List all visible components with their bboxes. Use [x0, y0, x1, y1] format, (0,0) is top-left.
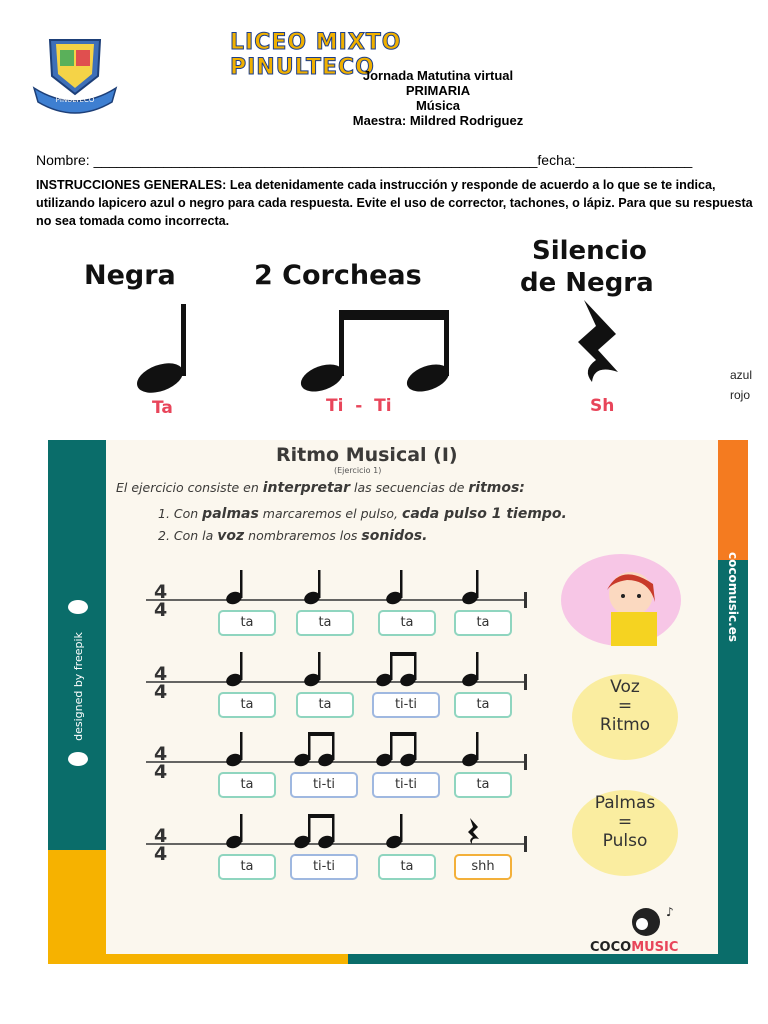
syllable-sh: Sh	[590, 396, 615, 416]
bubble1-mid: =	[617, 696, 633, 716]
note-stem	[240, 732, 243, 760]
note-stem	[476, 652, 479, 680]
syllable-box: ta	[454, 610, 512, 636]
syllable-box: ta	[218, 692, 276, 718]
exercise-paper	[106, 440, 718, 954]
syllable-box: ti-ti	[372, 772, 440, 798]
header-block	[300, 68, 576, 128]
note-stem	[476, 732, 479, 760]
time-signature-bottom: 4	[154, 681, 168, 703]
note-figures-strip	[28, 236, 718, 420]
brand-b: MUSIC	[631, 940, 679, 955]
time-signature-top: 4	[154, 825, 168, 847]
freepik-credit: designed by freepik	[71, 632, 85, 741]
note-stem	[476, 570, 479, 598]
exercise-card	[48, 440, 748, 964]
school-crest-logo	[30, 36, 120, 116]
note-azul: azul	[730, 368, 753, 382]
syllable-box: ta	[454, 772, 512, 798]
figure-title-corcheas: 2 Corcheas	[254, 260, 422, 291]
time-signature-bottom: 4	[154, 761, 168, 783]
rhythm-rows	[106, 440, 536, 954]
figure-title-negra: Negra	[84, 260, 176, 291]
syllable-ta: Ta	[152, 398, 173, 418]
header-line-2: PRIMARIA	[405, 83, 471, 98]
note-stem	[308, 732, 311, 760]
note-stem	[390, 732, 393, 760]
bubble2-mid: =	[617, 812, 633, 832]
note-stem	[318, 652, 321, 680]
date-label: fecha:	[537, 152, 576, 168]
note-stem	[390, 652, 393, 680]
syllable-box: ta	[378, 610, 436, 636]
rule2-c: nombraremos los	[244, 528, 362, 543]
quarter-note-icon	[128, 302, 198, 394]
orange-tab	[714, 440, 748, 560]
time-signature-bottom: 4	[154, 843, 168, 865]
note-stem	[240, 570, 243, 598]
rule1-b: palmas	[202, 506, 259, 522]
bubble2-bottom: Pulso	[602, 831, 648, 851]
quarter-rest-icon	[572, 298, 628, 394]
intro-d: ritmos:	[468, 480, 525, 496]
syllable-box: ti-ti	[290, 772, 358, 798]
hole-bottom	[68, 752, 88, 766]
intro-b: interpretar	[262, 480, 351, 496]
rule1-a: 1. Con	[158, 506, 203, 521]
syllable-box: ta	[296, 610, 354, 636]
name-field[interactable]: _________________________________________________________	[93, 152, 538, 168]
rule1-d: cada pulso 1 tiempo.	[402, 506, 567, 522]
header-line-3: Música	[415, 98, 461, 113]
end-barline	[524, 754, 527, 770]
note-stem	[240, 652, 243, 680]
bubble2-top: Palmas	[594, 793, 656, 813]
note-stem	[400, 814, 403, 842]
site-label: cocomusic.es	[725, 552, 740, 642]
cocomusic-brand	[590, 940, 678, 955]
bubble1-top: Voz	[610, 677, 640, 697]
name-label: Nombre:	[36, 152, 90, 168]
syllable-box: ta	[218, 610, 276, 636]
instructions-label: INSTRUCCIONES GENERALES:	[36, 178, 227, 192]
note-stem	[318, 570, 321, 598]
bubble1-bottom: Ritmo	[599, 715, 651, 735]
note-stem	[308, 814, 311, 842]
rule2-d: sonidos.	[361, 528, 428, 544]
figure-title-silencio-2: de Negra	[520, 268, 654, 298]
note-stem	[400, 570, 403, 598]
time-signature-bottom: 4	[154, 599, 168, 621]
intro-c: las secuencias de	[350, 480, 469, 495]
syllable-box: ta	[218, 772, 276, 798]
syllable-box: ta	[218, 854, 276, 880]
time-signature-top: 4	[154, 663, 168, 685]
general-instructions	[36, 176, 756, 230]
intro-a: El ejercicio consiste en	[116, 480, 263, 495]
syllable-ti-ti: Ti - Ti	[326, 396, 392, 416]
rule1-c: marcaremos el pulso,	[258, 506, 403, 521]
hole-top	[68, 600, 88, 614]
note-stem	[332, 732, 335, 760]
syllable-box: ta	[378, 854, 436, 880]
instructions-text: Lea detenidamente cada instrucción y responde de acuerdo a lo que se te indica, utilizando lapicero azul o negro para cada respuesta. Evite el uso de corrector, tachones, o lápiz. Para que su respuesta no sea tomada como incorrecta.	[36, 178, 753, 228]
syllable-box: ti-ti	[372, 692, 440, 718]
bubble-voz-ritmo	[572, 674, 678, 760]
svg-text:♪: ♪	[666, 905, 674, 919]
name-date-row	[36, 152, 692, 168]
time-signature-top: 4	[154, 743, 168, 765]
svg-text:PINULTECO: PINULTECO	[55, 96, 95, 104]
quarter-rest	[468, 818, 479, 844]
note-rojo: rojo	[730, 388, 751, 402]
end-barline	[524, 836, 527, 852]
brand-a: COCO	[590, 940, 632, 955]
header-line-4: Maestra: Mildred Rodriguez	[352, 113, 524, 128]
syllable-box: ta	[454, 692, 512, 718]
bubble-palmas-pulso	[572, 790, 678, 876]
beam	[308, 732, 334, 736]
syllable-box: shh	[454, 854, 512, 880]
note-stem	[414, 732, 417, 760]
syllable-box: ti-ti	[290, 854, 358, 880]
school-name-text: LICEO MIXTO PINULTECO	[230, 30, 402, 80]
end-barline	[524, 592, 527, 608]
cocomusic-logo-icon	[622, 904, 674, 938]
beam	[390, 732, 416, 736]
time-signature-top: 4	[154, 581, 168, 603]
exercise-subtitle: (Ejercicio 1)	[334, 466, 382, 475]
rule2-b: voz	[217, 528, 245, 544]
note-stem	[240, 814, 243, 842]
exercise-title: Ritmo Musical (I)	[276, 444, 458, 466]
end-barline	[524, 674, 527, 690]
girl-illustration	[561, 550, 681, 650]
eighth-notes-icon	[294, 302, 464, 394]
figure-title-silencio-1: Silencio	[532, 236, 647, 266]
beam	[390, 652, 416, 656]
note-stem	[414, 652, 417, 680]
header-line-1: Jornada Matutina virtual	[362, 68, 514, 83]
beam	[308, 814, 334, 818]
syllable-box: ta	[296, 692, 354, 718]
rule2-a: 2. Con la	[158, 528, 218, 543]
note-stem	[332, 814, 335, 842]
date-field[interactable]: _______________	[575, 152, 693, 168]
